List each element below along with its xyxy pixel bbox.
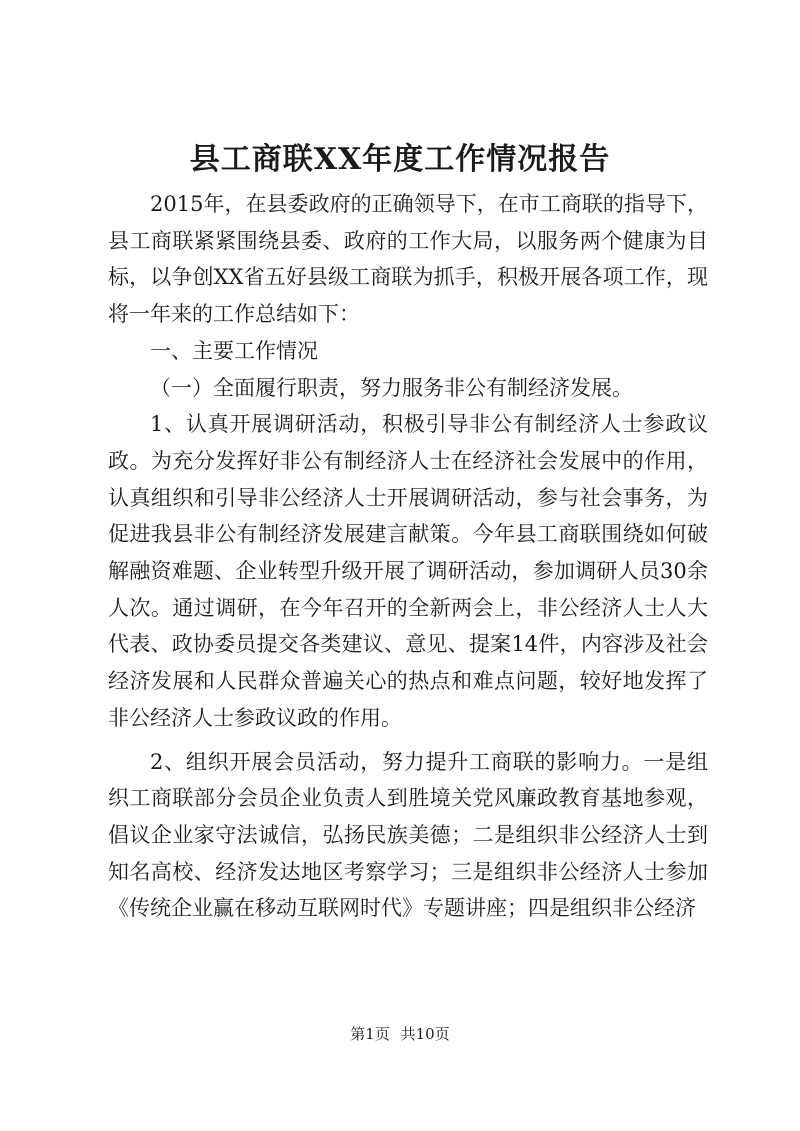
- document-title: 县工商联XX年度工作情况报告: [189, 142, 611, 177]
- document-body: [108, 186, 708, 927]
- page-number: 第1页: [350, 1025, 390, 1043]
- section-heading: 一、主要工作情况: [150, 338, 318, 363]
- page-footer: [0, 1024, 800, 1044]
- paragraph-item-2: 2、组织开展会员活动，努力提升工商联的影响力。一是组织工商联部分会员企业负责人到胜境关党风廉政教育基地参观，倡议企业家守法诚信，弘扬民族美德；二是组织非公经济人士到知名高校、经济发达地区考察学习；三是组织非公经济人士参加《传统企业赢在移动互联网时代》专题讲座；四是组织非公经济: [108, 749, 708, 921]
- paragraph-item-1: 1、认真开展调研活动，积极引导非公有制经济人士参政议政。为充分发挥好非公有制经济人士在经济社会发展中的作用，认真组织和引导非公经济人士开展调研活动，参与社会事务，为促进我县非公有制经济发展建言献策。今年县工商联围绕如何破解融资难题、企业转型升级开展了调研活动，参加调研人员30余人次。通过调研，在今年召开的全新两会上，非公经济人士人大代表、政协委员提交各类建议、意见、提案14件，内容涉及社会经济发展和人民群众普遍关心的热点和难点问题，较好地发挥了非公经济人士参政议政的作用。: [108, 412, 708, 730]
- page-total: 共10页: [400, 1025, 450, 1043]
- paragraph-intro: 2015年，在县委政府的正确领导下，在市工商联的指导下，县工商联紧紧围绕县委、政府的工作大局，以服务两个健康为目标，以争创XX省五好县级工商联为抓手，积极开展各项工作，现将一年来的工作总结如下：: [108, 192, 708, 327]
- subsection-heading: （一）全面履行职责，努力服务非公有制经济发展。: [150, 375, 633, 400]
